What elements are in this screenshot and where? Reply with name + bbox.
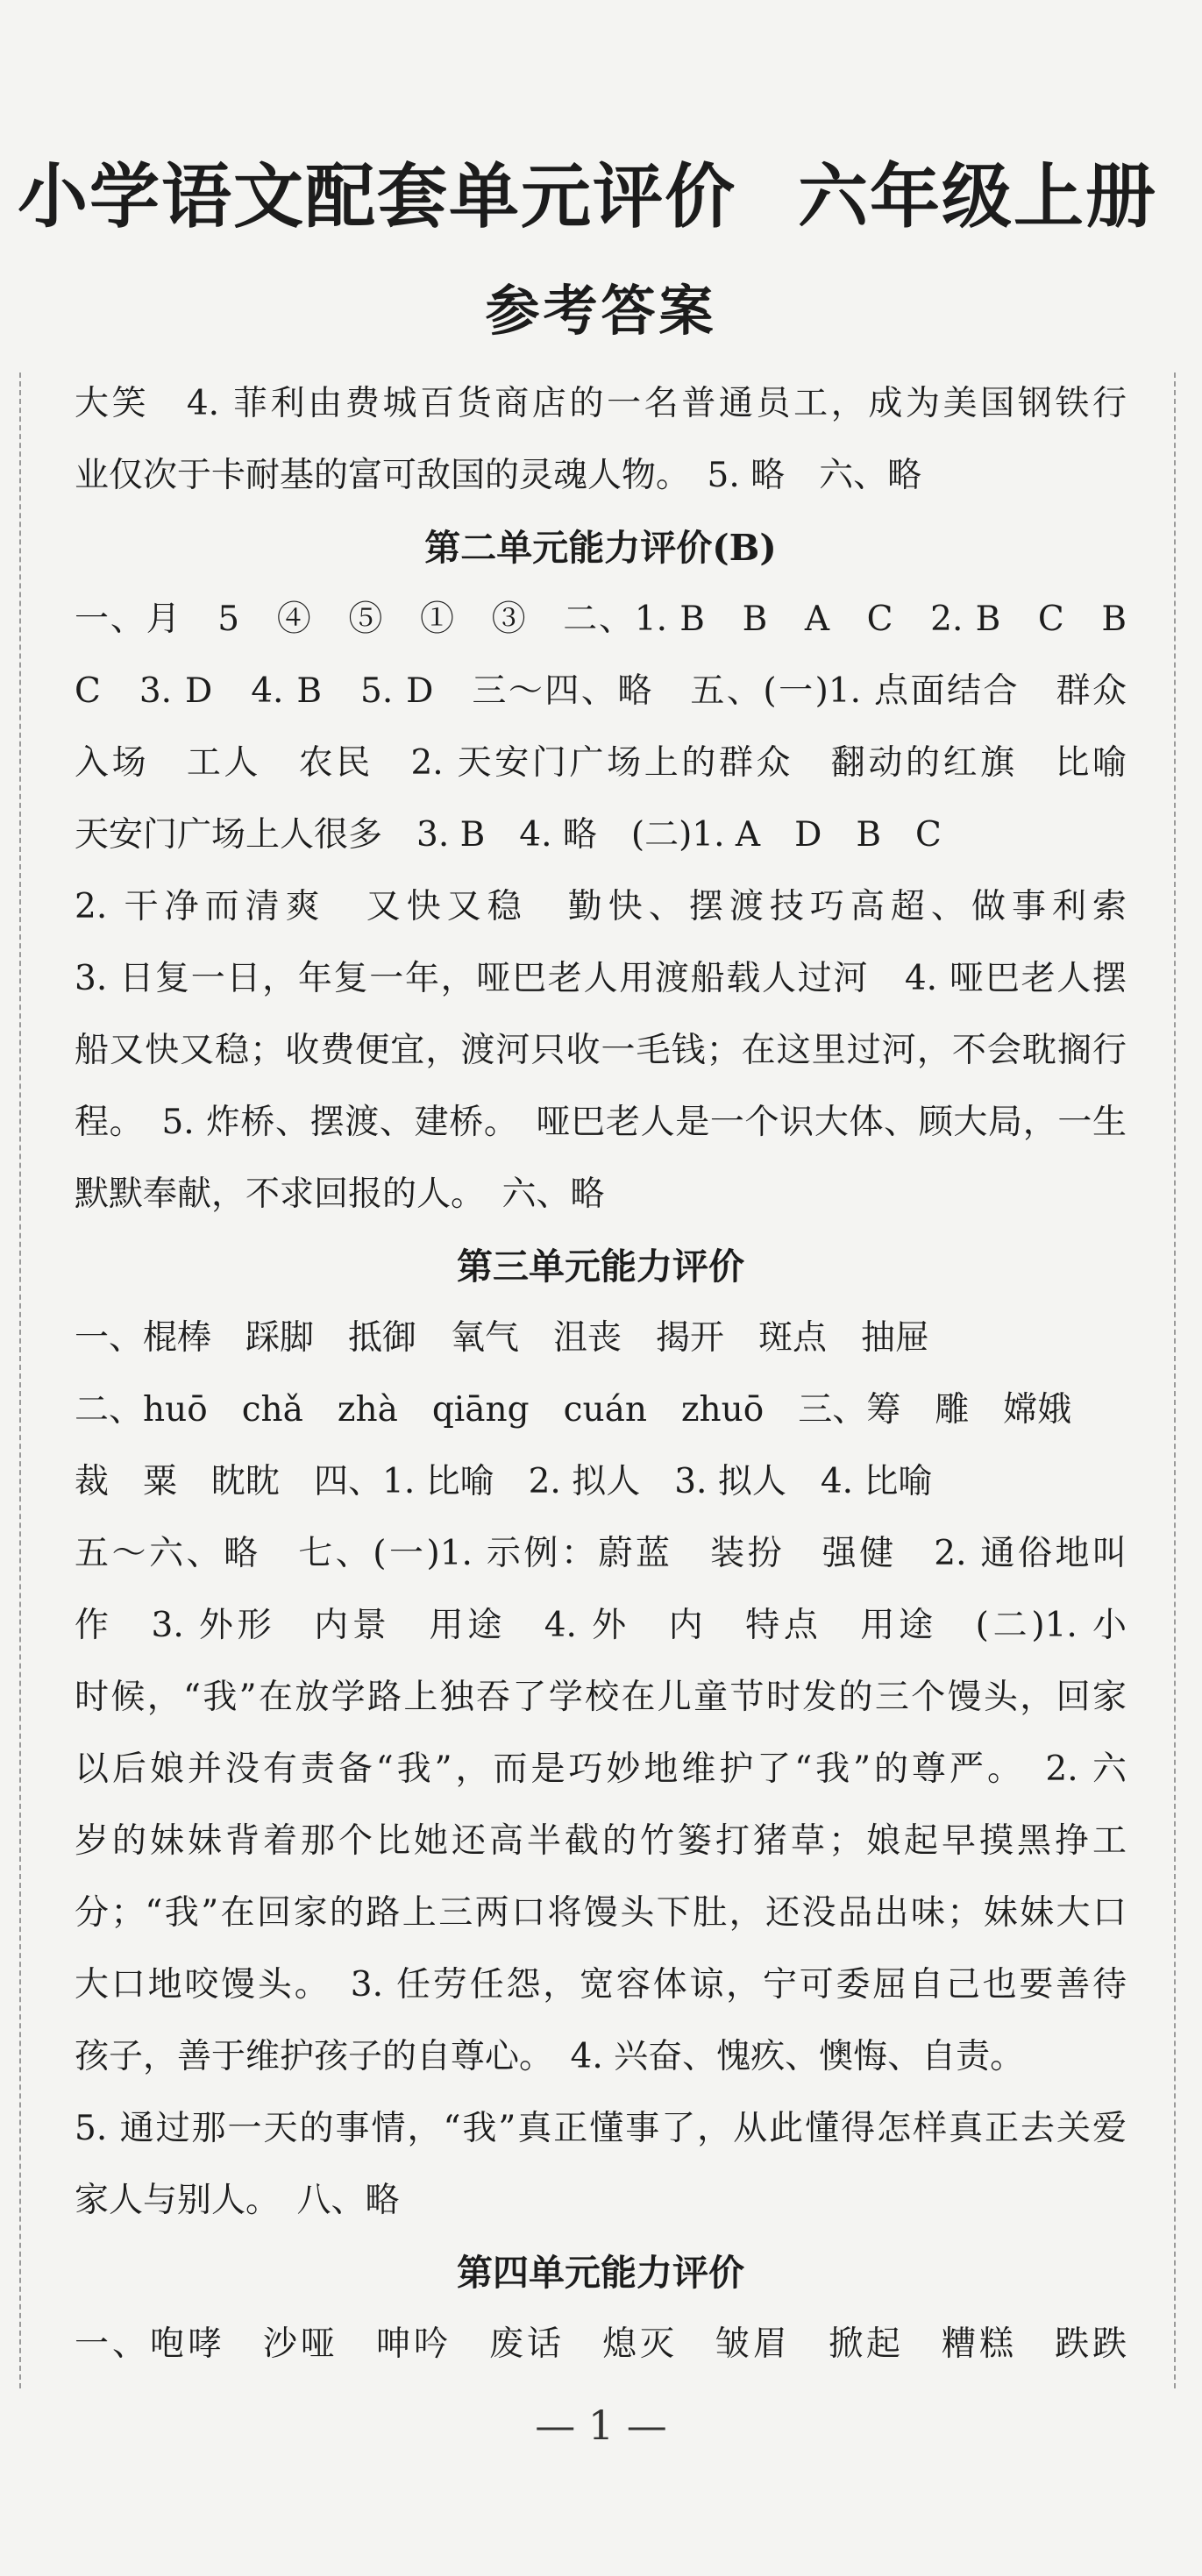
answer-line: 默默奉献，不求回报的人。 六、略 xyxy=(75,1174,605,1214)
title-left: 小学语文配套单元评价 xyxy=(18,155,736,238)
answer-line: 3. 日复一日，年复一年，哑巴老人用渡船载人过河 4. 哑巴老人摆 xyxy=(75,959,1127,998)
answer-body xyxy=(75,368,1127,2381)
answer-line: 天安门广场上人很多 3. B 4. 略 (二)1. A D B C xyxy=(75,815,942,855)
left-margin-rule xyxy=(19,373,21,2388)
right-margin-rule xyxy=(1174,373,1176,2388)
section-heading: 第三单元能力评价 xyxy=(457,1245,744,1288)
answer-line: 家人与别人。 八、略 xyxy=(75,2181,400,2220)
title-right: 六年级上册 xyxy=(798,155,1157,238)
page-title xyxy=(18,140,1192,241)
answer-line: 以后娘并没有责备“我”，而是巧妙地维护了“我”的尊严。 2. 六 xyxy=(75,1749,1127,1789)
page-subtitle: 参考答案 xyxy=(485,279,717,343)
answer-line: 时候，“我”在放学路上独吞了学校在儿童节时发的三个馒头，回家 xyxy=(75,1678,1127,1717)
answer-line: 5. 通过那一天的事情，“我”真正懂事了，从此懂得怎样真正去关爱 xyxy=(75,2109,1127,2148)
section-heading: 第四单元能力评价 xyxy=(457,2252,744,2294)
section-heading: 第二单元能力评价(B) xyxy=(424,527,777,569)
answer-line: 大笑 4. 菲利由费城百货商店的一名普通员工，成为美国钢铁行 xyxy=(75,384,1127,423)
answer-line: 五～六、略 七、(一)1. 示例：蔚蓝 装扮 强健 2. 通俗地叫 xyxy=(75,1534,1127,1573)
answer-line: 程。 5. 炸桥、摆渡、建桥。 哑巴老人是一个识大体、顾大局，一生 xyxy=(75,1103,1127,1142)
answer-line: 作 3. 外形 内景 用途 4. 外 内 特点 用途 (二)1. 小 xyxy=(75,1606,1127,1645)
answer-line: C 3. D 4. B 5. D 三～四、略 五、(一)1. 点面结合 群众 xyxy=(75,671,1127,711)
answer-line: 业仅次于卡耐基的富可敌国的灵魂人物。 5. 略 六、略 xyxy=(75,456,922,495)
answer-line: 分；“我”在回家的路上三两口将馒头下肚，还没品出味；妹妹大口 xyxy=(75,1893,1127,1933)
answer-line: 入场 工人 农民 2. 天安门广场上的群众 翻动的红旗 比喻 xyxy=(75,743,1127,783)
page-number: — 1 — xyxy=(535,2402,667,2449)
answer-line: 2. 干净而清爽 又快又稳 勤快、摆渡技巧高超、做事利索 xyxy=(75,887,1127,926)
answer-line: 一、咆哮 沙哑 呻吟 废话 熄灭 皱眉 掀起 糟糕 跌跌 xyxy=(75,2324,1127,2364)
answer-line: 大口地咬馒头。 3. 任劳任怨，宽容体谅，宁可委屈自己也要善待 xyxy=(75,1965,1127,2005)
answer-line: 一、棍棒 踩脚 抵御 氧气 沮丧 揭开 斑点 抽屉 xyxy=(75,1318,930,1358)
answer-line: 裁 粟 眈眈 四、1. 比喻 2. 拟人 3. 拟人 4. 比喻 xyxy=(75,1462,933,1501)
answer-line: 船又快又稳；收费便宜，渡河只收一毛钱；在这里过河，不会耽搁行 xyxy=(75,1031,1127,1070)
answer-line: 一、月 5 ④ ⑤ ① ③ 二、1. B B A C 2. B C B xyxy=(75,600,1127,639)
answer-line: 岁的妹妹背着那个比她还高半截的竹篓打猪草；娘起早摸黑挣工 xyxy=(75,1821,1127,1861)
answer-line: 孩子，善于维护孩子的自尊心。 4. 兴奋、愧疚、懊悔、自责。 xyxy=(75,2037,1025,2076)
answer-line: 二、huō chǎ zhà qiāng cuán zhuō 三、筹 雕 嫦娥 xyxy=(75,1390,1072,1430)
